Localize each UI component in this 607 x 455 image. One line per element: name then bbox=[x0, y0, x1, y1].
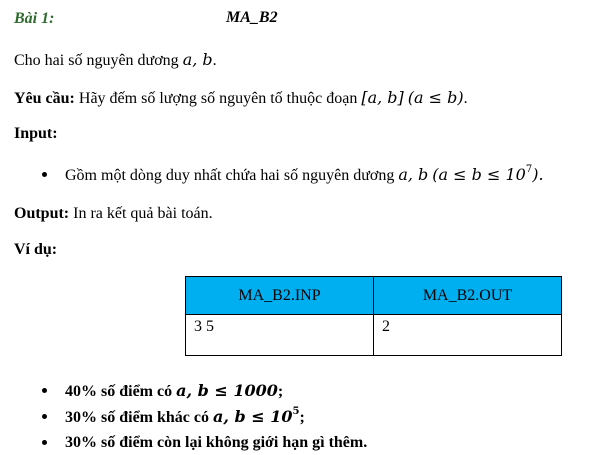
input-bullet-exponent: 7 bbox=[525, 163, 533, 175]
intro-vars: a, b bbox=[182, 50, 213, 69]
bullet-icon bbox=[42, 440, 47, 445]
subtask-math: a, b ≤ 1000 bbox=[176, 381, 278, 400]
example-input-cell: 3 5 bbox=[186, 315, 374, 356]
example-heading: Ví dụ: bbox=[14, 241, 58, 258]
table-row bbox=[186, 315, 562, 356]
output-text: In ra kết quả bài toán. bbox=[69, 205, 213, 222]
subtask-text: 30% số điểm còn lại không giới hạn gì thêm. bbox=[65, 434, 368, 451]
input-bullet-item bbox=[65, 165, 544, 186]
request-label: Yêu cầu: bbox=[14, 90, 75, 107]
example-table-header-input: MA_B2.INP bbox=[186, 277, 374, 315]
subtask-exponent: 5 bbox=[292, 405, 300, 417]
example-table bbox=[185, 276, 562, 356]
subtask-text: 30% số điểm khác có bbox=[65, 409, 213, 426]
subtask-text: 40% số điểm có bbox=[65, 383, 177, 400]
bullet-icon bbox=[42, 388, 47, 393]
subtask-end: ; bbox=[299, 409, 305, 426]
example-table-header-output: MA_B2.OUT bbox=[374, 277, 562, 315]
subtask-math: a, b ≤ 10 bbox=[213, 407, 293, 426]
problem-label: Bài 1: bbox=[14, 10, 55, 27]
input-bullet-condition: (a ≤ b ≤ 10 bbox=[432, 165, 526, 184]
request-text: Hãy đếm số lượng số nguyên tố thuộc đoạn bbox=[74, 90, 362, 107]
output-label: Output: bbox=[14, 205, 70, 222]
intro-end: . bbox=[212, 52, 217, 69]
request-condition: (a ≤ b) bbox=[407, 88, 464, 107]
input-bullet-end: ). bbox=[532, 165, 544, 184]
subtask-item bbox=[65, 407, 305, 428]
input-heading: Input: bbox=[14, 125, 58, 142]
subtask-item bbox=[65, 433, 367, 453]
input-bullet-text: Gồm một dòng duy nhất chứa hai số nguyên dương bbox=[65, 167, 399, 184]
subtask-item bbox=[65, 381, 283, 402]
problem-heading bbox=[14, 9, 54, 29]
request-end: . bbox=[463, 90, 468, 107]
example-output-cell: 2 bbox=[374, 315, 562, 356]
bullet-icon bbox=[42, 172, 47, 177]
intro-text: Cho hai số nguyên dương bbox=[14, 52, 183, 69]
request-interval: [a, b] bbox=[361, 88, 404, 107]
output-paragraph bbox=[14, 204, 213, 224]
bullet-icon bbox=[42, 414, 47, 419]
example-table-header-row bbox=[186, 277, 562, 315]
subtask-end: ; bbox=[277, 383, 284, 400]
request-paragraph bbox=[14, 88, 468, 109]
input-bullet-vars: a, b bbox=[398, 165, 429, 184]
problem-code: MA_B2 bbox=[226, 9, 278, 26]
intro-paragraph bbox=[14, 50, 217, 71]
